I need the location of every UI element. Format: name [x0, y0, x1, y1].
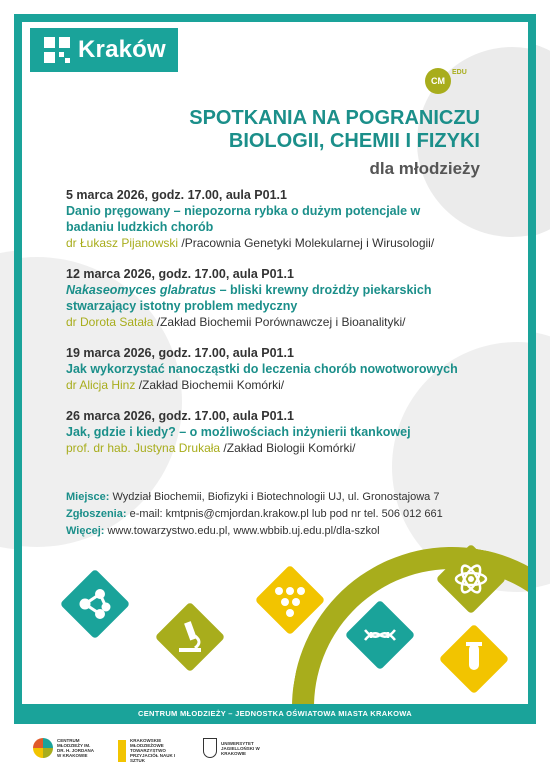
more-label: Więcej: — [66, 525, 105, 537]
atom-chain-icon — [255, 565, 326, 636]
footer-bar: CENTRUM MŁODZIEŻY – JEDNOSTKA OŚWIATOWA MIASTA KRAKOWA — [14, 704, 536, 724]
kmtpnis-logo-icon — [118, 740, 126, 762]
speaker-unit: /Zakład Biologii Komórki/ — [220, 441, 356, 455]
partner-cm — [33, 738, 97, 758]
krakow-mark-icon — [44, 37, 70, 63]
signup-label: Zgłoszenia: — [66, 508, 127, 520]
event-topic — [66, 361, 496, 377]
event-speaker — [66, 377, 496, 394]
partner-kmtpnis-text: KRAKOWSKIE MŁODZIEŻOWE TOWARZYSTWO PRZYJACIÓŁ NAUK I SZTUK — [130, 738, 176, 763]
krakow-logo — [30, 28, 178, 72]
event-topic — [66, 282, 466, 314]
signup-value: e-mail: kmtpnis@cmjordan.krakow.pl lub pod nr tel. 506 012 661 — [126, 508, 443, 520]
logo-city-name: Kraków — [78, 36, 166, 63]
event-item — [66, 345, 496, 394]
cm-logo-icon — [33, 738, 53, 758]
partner-uj-text: UNIWERSYTET JAGIELLOŃSKI W KRAKOWIE — [221, 740, 260, 756]
more-value: www.towarzystwo.edu.pl, www.wbbib.uj.edu.pl/dla-szkol — [104, 525, 380, 537]
partner-uj — [203, 738, 261, 758]
event-date: 26 marca 2026, godz. 17.00, aula P01.1 — [66, 409, 294, 423]
event-topic-italic: Nakaseomyces glabratus — [66, 283, 217, 297]
event-topic-text: Jak wykorzystać nanocząstki do leczenia chorób nowotworowych — [66, 362, 458, 376]
event-speaker — [66, 440, 496, 457]
partner-logos — [0, 728, 550, 774]
event-item — [66, 187, 496, 252]
event-topic-text: Jak, gdzie i kiedy? – o możliwościach inżynierii tkankowej — [66, 425, 411, 439]
place-value: Wydział Biochemii, Biofizyki i Biotechnologii UJ, ul. Gronostajowa 7 — [109, 491, 440, 503]
speaker-unit: /Zakład Biochemii Komórki/ — [135, 378, 285, 392]
page-subtitle: dla młodzieży — [369, 159, 480, 178]
speaker-unit: /Pracownia Genetyki Molekularnej i Wirusologii/ — [178, 236, 435, 250]
place-label: Miejsce: — [66, 491, 110, 503]
speaker-name: dr Łukasz Pijanowski — [66, 236, 179, 250]
speaker-name: prof. dr hab. Justyna Drukała — [66, 441, 221, 455]
cm-edu-label: EDU — [452, 69, 467, 76]
partner-cm-text: CENTRUM MŁODZIEŻY IM. DR. H. JORDANA W KRAKOWIE — [57, 738, 94, 758]
info-signup — [66, 506, 506, 523]
title-line-1: SPOTKANIA NA POGRANICZU — [189, 107, 480, 129]
microscope-icon — [155, 602, 226, 673]
uj-crest-icon — [203, 738, 217, 758]
event-date: 5 marca 2026, godz. 17.00, aula P01.1 — [66, 188, 287, 202]
page-title — [100, 107, 480, 153]
event-date: 19 marca 2026, godz. 17.00, aula P01.1 — [66, 346, 294, 360]
event-item — [66, 408, 496, 457]
event-item — [66, 266, 496, 331]
speaker-unit: /Zakład Biochemii Porównawczej i Bioanalityki/ — [153, 315, 406, 329]
speaker-name: dr Dorota Satała — [66, 315, 154, 329]
event-topic — [66, 203, 446, 235]
test-tube-icon — [439, 624, 510, 695]
info-place — [66, 489, 506, 506]
event-topic-text: Danio pręgowany – niepozorna rybka o dużym potencjale w badaniu ludzkich chorób — [66, 204, 421, 234]
event-list — [66, 187, 496, 471]
event-date: 12 marca 2026, godz. 17.00, aula P01.1 — [66, 267, 294, 281]
speaker-name: dr Alicja Hinz — [66, 378, 136, 392]
molecule-icon — [60, 569, 131, 640]
event-speaker — [66, 235, 496, 252]
title-line-2: BIOLOGII, CHEMII I FIZYKI — [228, 130, 480, 152]
partner-kmtpnis — [118, 738, 178, 763]
atom-icon — [436, 544, 507, 615]
event-topic — [66, 424, 496, 440]
dna-icon — [345, 600, 416, 671]
cm-edu-badge: CM — [425, 68, 451, 94]
event-speaker — [66, 314, 496, 331]
event-topic-text: – bliski krewny drożdży piekarskich stwarzający istotny problem medyczny — [66, 283, 432, 313]
info-more — [66, 523, 506, 540]
event-info — [66, 489, 506, 540]
